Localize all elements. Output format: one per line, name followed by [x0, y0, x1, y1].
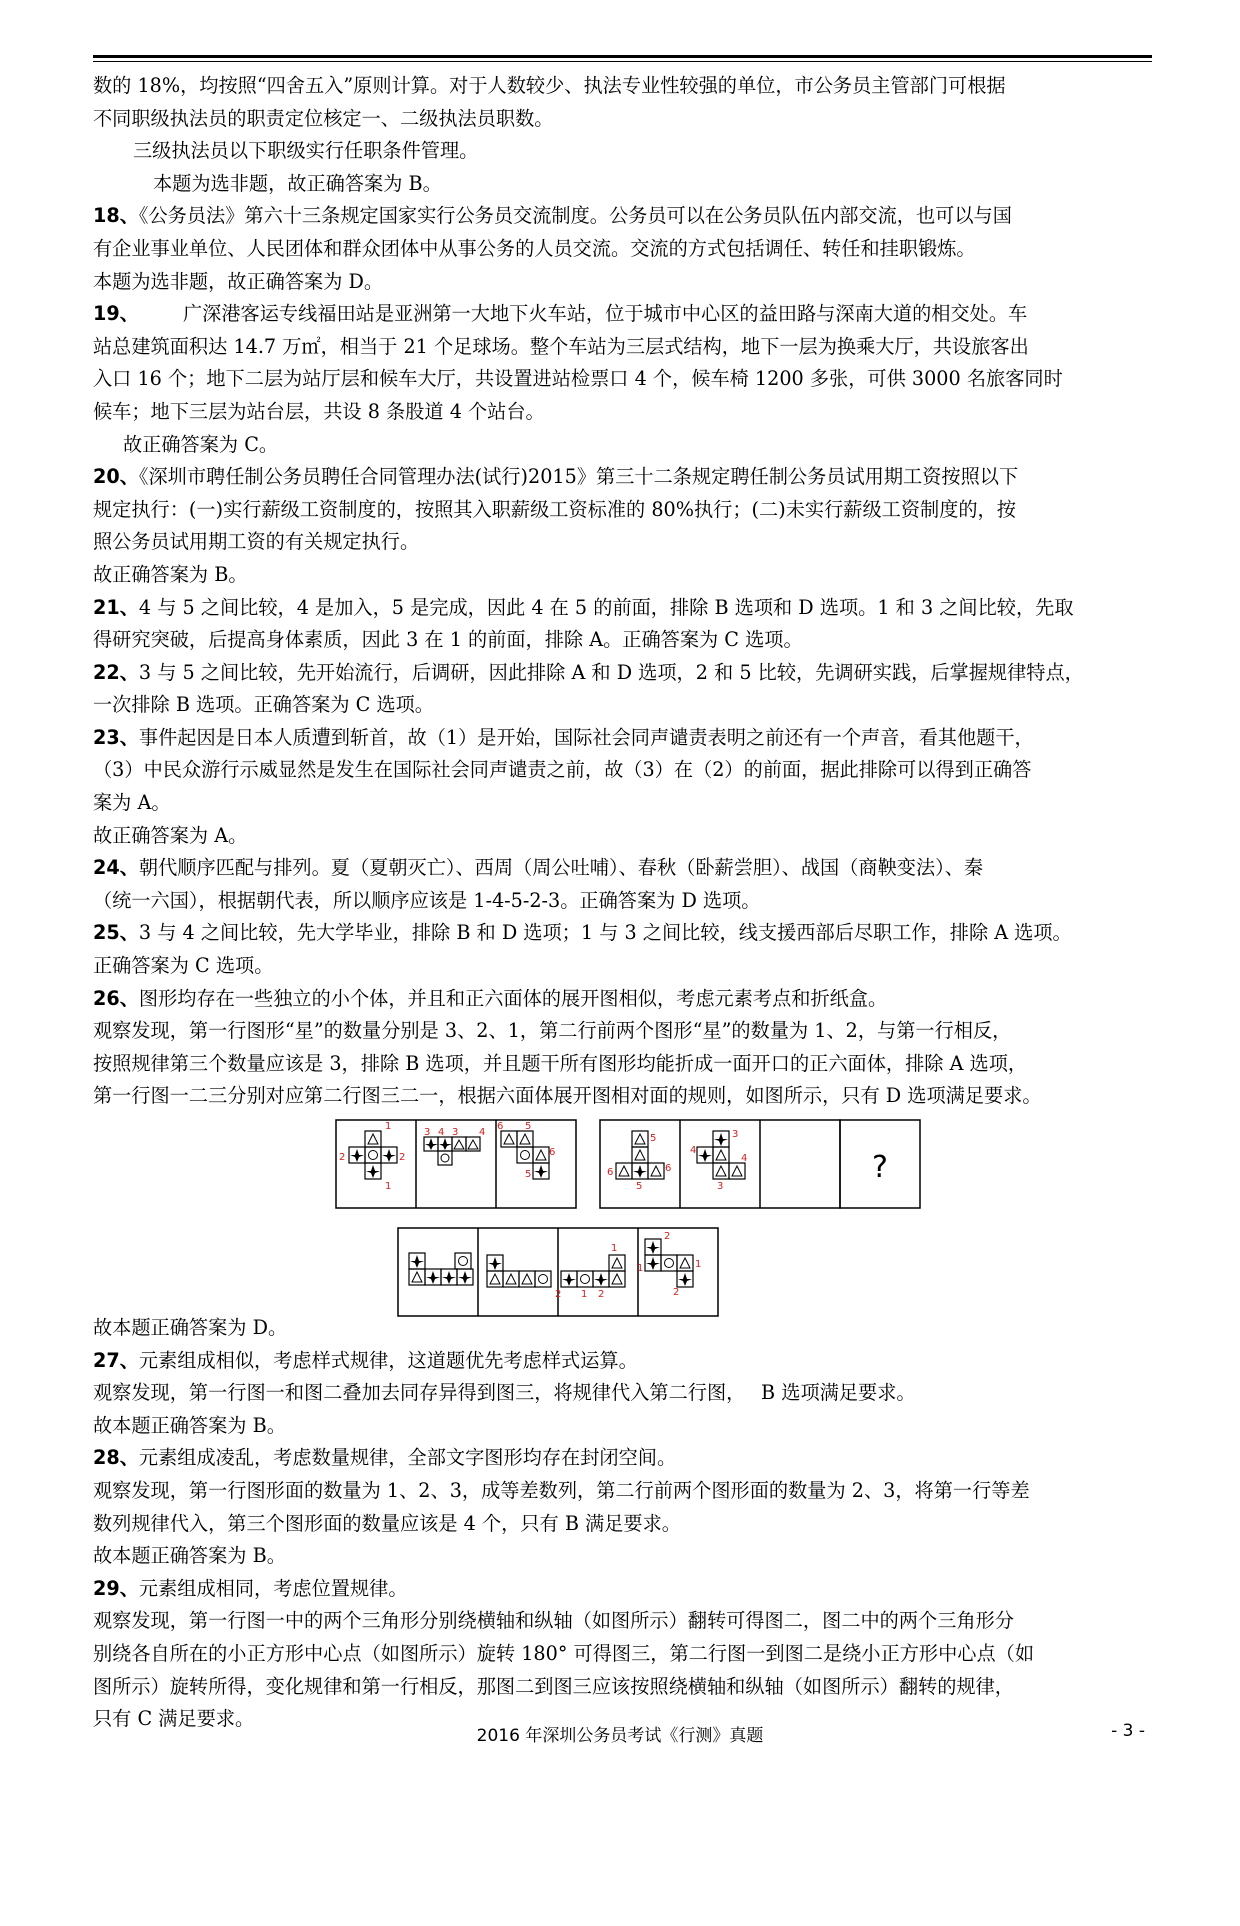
paragraph-text: 本题为选非题，故正确答案为 D。 [93, 269, 384, 293]
question-number: 21、 [93, 595, 139, 619]
question-paragraph [93, 1573, 1153, 1606]
question-number: 25、 [93, 921, 139, 945]
paragraph-text: 得研究突破，后提高身体素质，因此 3 在 1 的前面，排除 A。正确答案为 C 选项。 [93, 628, 803, 652]
paragraph-line [93, 135, 1153, 168]
paragraph-text: 故正确答案为 B。 [93, 562, 248, 586]
question-paragraph [93, 200, 1153, 233]
paragraph-line [93, 1080, 1153, 1113]
question-paragraph [93, 983, 1153, 1016]
paragraph-text: 站总建筑面积达 14.7 万㎡，相当于 21 个足球场。整个车站为三层式结构，地下一层为换乘大厅，共设旅客出 [93, 334, 1029, 358]
question-paragraph [93, 592, 1153, 625]
question-paragraph [93, 1345, 1153, 1378]
cube-net-2 [424, 1127, 485, 1165]
paragraph-line [93, 950, 1153, 983]
question-paragraph [93, 852, 1153, 885]
paragraph-line [93, 820, 1153, 853]
paragraph-text: 正确答案为 C 选项。 [93, 954, 274, 978]
question-number: 20、 [93, 465, 139, 489]
paragraph-line [93, 754, 1153, 787]
paragraph-line [93, 1475, 1153, 1508]
paragraph-line [93, 1540, 1153, 1573]
cube-net-4 [607, 1131, 671, 1192]
paragraph-text: 第一行图一二三分别对应第二行图三二一，根据六面体展开图相对面的规则，如图所示，只有 D 选项满足要求。 [93, 1084, 1042, 1108]
svg-text:2: 2 [673, 1287, 680, 1298]
question-number: 26、 [93, 986, 139, 1010]
svg-text:4: 4 [438, 1127, 445, 1138]
svg-text:5: 5 [636, 1181, 643, 1192]
svg-text:2: 2 [339, 1152, 346, 1163]
paragraph-text: 入口 16 个；地下二层为站厅层和候车大厅，共设置进站检票口 4 个，候车椅 1200 多张，可供 3000 名旅客同时 [93, 367, 1063, 391]
svg-text:5: 5 [525, 1121, 532, 1132]
question-number: 19、 [93, 302, 139, 326]
svg-text:2: 2 [399, 1152, 406, 1163]
paragraph-text: 观察发现，第一行图形面的数量为 1、2、3，成等差数列，第二行前两个图形面的数量为 2、3，将第一行等差 [93, 1478, 1030, 1502]
paragraph-text: 按照规律第三个数量应该是 3，排除 B 选项，并且题干所有图形均能折成一面开口的正六面体，排除 A 选项， [93, 1051, 1028, 1075]
paragraph-text: 本题为选非题，故正确答案为 B。 [153, 171, 442, 195]
svg-text:1: 1 [581, 1289, 588, 1300]
question-paragraph [93, 722, 1153, 755]
paragraph-line [93, 689, 1153, 722]
paragraph-text: 观察发现，第一行图形“星”的数量分别是 3、2、1，第二行前两个图形“星”的数量为 1、2，与第一行相反， [93, 1019, 1012, 1043]
svg-text:3: 3 [717, 1181, 724, 1192]
paragraph-line [93, 233, 1153, 266]
paragraph-line [93, 494, 1153, 527]
question-number: 29、 [93, 1576, 139, 1600]
svg-text:1: 1 [637, 1263, 644, 1274]
option-a [409, 1253, 473, 1285]
paragraph-line [93, 363, 1153, 396]
paragraph-line [93, 70, 1153, 103]
paragraph-line [93, 1508, 1153, 1541]
paragraph-line [93, 526, 1153, 559]
paragraph-text: 三级执法员以下职级实行任职条件管理。 [133, 139, 479, 163]
paragraph-text: 3 与 4 之间比较，先大学毕业，排除 B 和 D 选项；1 与 3 之间比较，线支援西部后尽职工作，排除 A 选项。 [138, 921, 1072, 945]
cube-net-5 [690, 1129, 747, 1192]
paragraph-text: 只有 C 满足要求。 [93, 1707, 255, 1731]
paragraph-line [93, 1638, 1153, 1671]
paragraph-line [93, 1048, 1153, 1081]
svg-text:1: 1 [695, 1259, 702, 1270]
footer-title: 2016 年深圳公务员考试《行测》真题 [476, 1726, 764, 1746]
question-paragraph [93, 917, 1153, 950]
paragraph-text: 图形均存在一些独立的小个体，并且和正六面体的展开图相似，考虑元素考点和折纸盒。 [138, 986, 888, 1010]
svg-text:6: 6 [549, 1147, 556, 1158]
paragraph-text: 广深港客运专线福田站是亚洲第一大地下火车站，位于城市中心区的益田路与深南大道的相交处。车 [183, 302, 1028, 326]
paragraph-text: 3 与 5 之间比较，先开始流行，后调研，因此排除 A 和 D 选项，2 和 5 比较，先调研实践，后掌握规律特点， [138, 660, 1084, 684]
svg-text:4: 4 [741, 1153, 748, 1164]
question-paragraph [93, 1442, 1153, 1475]
paragraph-text: （统一六国），根据朝代表，所以顺序应该是 1-4-5-2-3。正确答案为 D 选项。 [93, 888, 761, 912]
paragraph-text: 朝代顺序匹配与排列。夏（夏朝灭亡）、西周（周公吐哺）、春秋（卧薪尝胆）、战国（商鞅变法）、秦 [138, 856, 984, 880]
paragraph-text: 《深圳市聘任制公务员聘任合同管理办法(试行)2015》第三十二条规定聘任制公务员试用期工资按照以下 [138, 465, 1019, 489]
paragraph-line [93, 1015, 1153, 1048]
paragraph-text: 有企业事业单位、人民团体和群众团体中从事公务的人员交流。交流的方式包括调任、转任和挂职锻炼。 [93, 236, 976, 260]
svg-text:5: 5 [525, 1169, 532, 1180]
page-number: - 3 - [1111, 1721, 1145, 1741]
paragraph-text: 不同职级执法员的职责定位核定一、二级执法员职数。 [93, 106, 554, 130]
paragraphs-after-figure [93, 1312, 1153, 1736]
paragraph-text: 照公务员试用期工资的有关规定执行。 [93, 530, 420, 554]
paragraph-text: 别绕各自所在的小正方形中心点（如图所示）旋转 180° 可得图三，第二行图一到图二是绕小正方形中心点（如 [93, 1641, 1035, 1665]
paragraph-text: 《公务员法》第六十三条规定国家实行公务员交流制度。公务员可以在公务员队伍内部交流，也可以与国 [138, 204, 1012, 228]
paragraph-text: 4 与 5 之间比较，4 是加入，5 是完成，因此 4 在 5 的前面，排除 B 选项和 D 选项。1 和 3 之间比较，先取 [138, 595, 1074, 619]
paragraph-line [93, 429, 1153, 462]
question-number: 18、 [93, 204, 139, 228]
cube-net-1 [339, 1121, 405, 1192]
paragraph-line [93, 1377, 1153, 1410]
paragraph-line [93, 103, 1153, 136]
document-body [93, 70, 1153, 1926]
paragraph-text: 观察发现，第一行图一和图二叠加去同存异得到图三，将规律代入第二行图， B 选项满足要求。 [93, 1381, 916, 1405]
question-mark: ? [872, 1150, 888, 1185]
svg-text:4: 4 [479, 1127, 486, 1138]
question-number: 22、 [93, 660, 139, 684]
paragraph-text: 故本题正确答案为 D。 [93, 1316, 288, 1339]
paragraph-text: 元素组成凌乱，考虑数量规律，全部文字图形均存在封闭空间。 [138, 1446, 677, 1470]
svg-text:2: 2 [555, 1289, 562, 1300]
svg-text:2: 2 [598, 1289, 605, 1300]
svg-text:1: 1 [385, 1121, 392, 1132]
question-paragraph [93, 657, 1153, 690]
paragraph-text: 故正确答案为 A。 [93, 823, 248, 847]
paragraph-line [93, 168, 1153, 201]
question-number: 27、 [93, 1348, 139, 1372]
paragraph-line [93, 331, 1153, 364]
paragraphs-before-figure [93, 70, 1153, 1113]
paragraph-text: 事件起因是日本人质遭到斩首，故（1）是开始，国际社会同声谴责表明之前还有一个声音，看其他题干， [138, 725, 1034, 749]
paragraph-line [93, 1410, 1153, 1443]
svg-text:1: 1 [611, 1243, 618, 1254]
svg-text:3: 3 [732, 1129, 739, 1140]
cube-net-3 [497, 1121, 555, 1180]
paragraph-text: 候车；地下三层为站台层，共设 8 条股道 4 个站台。 [93, 399, 545, 423]
question-number: 28、 [93, 1446, 139, 1470]
header-rule-thin [93, 61, 1152, 62]
question-paragraph [93, 298, 1153, 331]
paragraph-text: 图所示）旋转所得，变化规律和第一行相反，那图二到图三应该按照绕横轴和纵轴（如图所示）翻转的规律， [93, 1674, 1014, 1698]
paragraph-text: 案为 A。 [93, 791, 171, 815]
paragraph-line [93, 787, 1153, 820]
paragraph-text: 元素组成相同，考虑位置规律。 [138, 1576, 408, 1600]
paragraph-line [93, 1312, 1153, 1345]
svg-text:1: 1 [385, 1181, 392, 1192]
option-d [637, 1231, 701, 1298]
question-number: 23、 [93, 725, 139, 749]
paragraph-text: 故本题正确答案为 B。 [93, 1413, 286, 1437]
q26-question-strip [335, 1119, 997, 1215]
paragraph-text: 故正确答案为 C。 [123, 432, 279, 456]
paragraph-text: 数列规律代入，第三个图形面的数量应该是 4 个，只有 B 满足要求。 [93, 1511, 681, 1535]
paragraph-text: 观察发现，第一行图一中的两个三角形分别绕横轴和纵轴（如图所示）翻转可得图二，图二中的两个三角形分 [93, 1609, 1014, 1633]
question-number: 24、 [93, 856, 139, 880]
paragraph-text: 数的 18%，均按照“四舍五入”原则计算。对于人数较少、执法专业性较强的单位，市公务员主管部门可根据 [93, 74, 1006, 97]
paragraph-line [93, 624, 1153, 657]
svg-text:3: 3 [452, 1127, 459, 1138]
svg-text:6: 6 [497, 1121, 504, 1132]
svg-text:6: 6 [665, 1163, 672, 1174]
paragraph-line [93, 1671, 1153, 1704]
paragraph-text: 一次排除 B 选项。正确答案为 C 选项。 [93, 693, 434, 717]
svg-text:3: 3 [424, 1127, 431, 1138]
svg-text:6: 6 [607, 1167, 614, 1178]
paragraph-text: 元素组成相似，考虑样式规律，这道题优先考虑样式运算。 [138, 1348, 638, 1372]
paragraph-line [93, 1605, 1153, 1638]
svg-text:4: 4 [690, 1145, 697, 1156]
paragraph-line [93, 559, 1153, 592]
svg-text:5: 5 [650, 1133, 657, 1144]
question-paragraph [93, 461, 1153, 494]
svg-text:2: 2 [664, 1231, 671, 1242]
option-b [487, 1255, 551, 1287]
option-c [555, 1243, 625, 1300]
header-rule-thick [93, 55, 1152, 58]
paragraph-text: 规定执行：(一)实行薪级工资制度的，按照其入职薪级工资标准的 80%执行；(二)未实行薪级工资制度的，按 [93, 497, 1016, 521]
paragraph-text: 故本题正确答案为 B。 [93, 1544, 286, 1568]
paragraph-line [93, 396, 1153, 429]
paragraph-line [93, 266, 1153, 299]
paragraph-line [93, 885, 1153, 918]
paragraph-text: （3）中民众游行示威显然是发生在国际社会同声谴责之前，故（3）在（2）的前面，据此排除可以得到正确答 [93, 758, 1032, 782]
